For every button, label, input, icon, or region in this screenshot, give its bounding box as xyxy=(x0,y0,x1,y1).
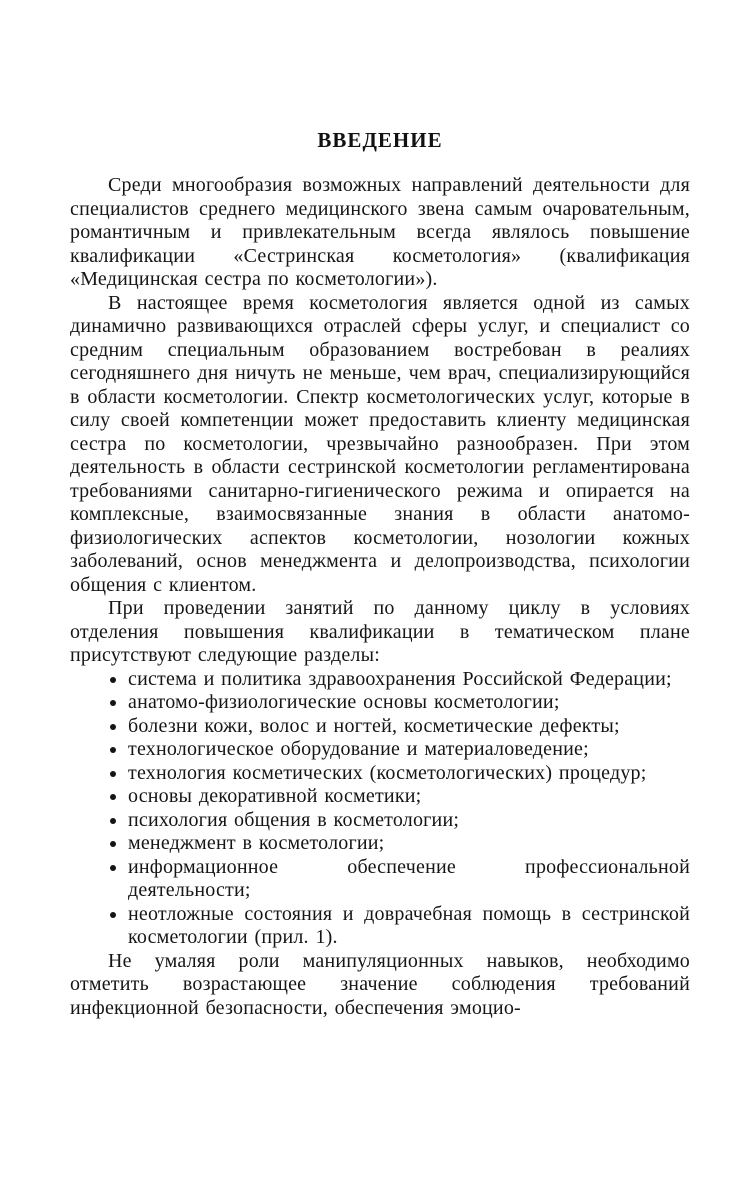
paragraph-cosmetology-overview: В настоящее время косметология является одной из самых динамично развивающихся отраслей сферы услуг, и специалист со средним специальным образованием востребован в реалиях сегодняшнего дня ничуть не меньше, чем врач, специализирующийся в области косметологии. Спектр косметологических услуг, которые в силу своей компетенции может предоставить клиенту медицинская сестра по косметологии, чрезвычайно разнообразен. При этом деятельность в области сестринской косметологии регламентирована требованиями санитарно-гигиенического режима и опирается на комплексные, взаимосвязанные знания в области анатомо-физиологических аспектов косметологии, нозологии кожных заболеваний, основ менеджмента и делопроизводства, психологии общения с клиентом. xyxy=(70,291,690,596)
list-item: • технологическое оборудование и материаловедение; xyxy=(128,738,690,762)
topics-list xyxy=(70,668,690,950)
list-item: • анатомо-физиологические основы косметологии; xyxy=(128,691,690,715)
list-item: • информационное обеспечение профессиональной деятельности; xyxy=(128,856,690,903)
page-title: ВВЕДЕНИЕ xyxy=(317,128,443,152)
list-item: • технология косметических (косметологических) процедур; xyxy=(128,762,690,786)
list-item: • психология общения в косметологии; xyxy=(128,809,690,833)
list-item: • основы декоративной косметики; xyxy=(128,785,690,809)
list-item: • болезни кожи, волос и ногтей, косметические дефекты; xyxy=(128,715,690,739)
list-item: • неотложные состояния и доврачебная помощь в сестринской косметологии (прил. 1). xyxy=(128,903,690,950)
list-item: • система и политика здравоохранения Российской Федерации; xyxy=(128,668,690,692)
paragraph-intro: Среди многообразия возможных направлений деятельности для специалистов среднего медицинского звена самым очаровательным, романтичным и привлекательным всегда являлось повышение квалификации «Сестринская косметология» (квалификация «Медицинская сестра по косметологии»). xyxy=(70,174,690,290)
paragraph-closing: Не умаляя роли манипуляционных навыков, необходимо отметить возрастающее значение соблюдения требований инфекционной безопасности, обеспечения эмоцио- xyxy=(70,949,690,1019)
paragraph-course-sections-intro: При проведении занятий по данному циклу в условиях отделения повышения квалификации в тематическом плане присутствуют следующие разделы: xyxy=(70,597,690,666)
list-item: • менеджмент в косметологии; xyxy=(128,832,690,856)
